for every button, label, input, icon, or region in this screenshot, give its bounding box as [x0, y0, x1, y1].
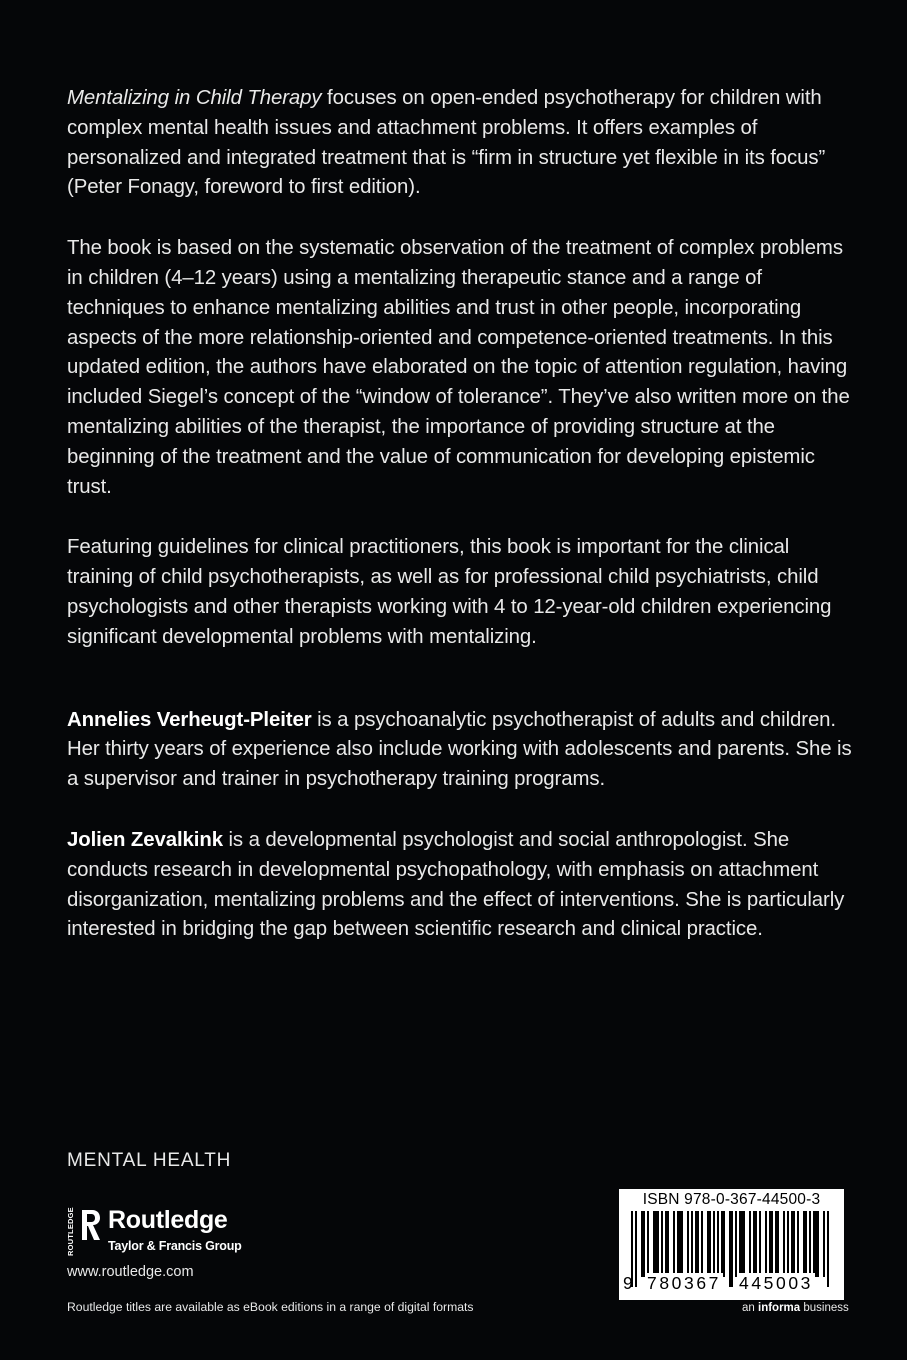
- ebook-note: Routledge titles are available as eBook editions in a range of digital formats: [67, 1300, 474, 1314]
- publisher-vertical-text: ROUTLEDGE: [66, 1207, 75, 1256]
- barcode-bar: [641, 1211, 643, 1277]
- description-paragraph-3: Featuring guidelines for clinical practitioners, this book is important for the clinical training of child psychotherapists, as well as for professional child psychiatrists, child psychologists and other therapists working with 4 to 12-year-old children experiencing significant developmental problems with mentalizing.: [67, 536, 832, 648]
- author-name: Jolien Zevalkink: [67, 828, 223, 851]
- description-paragraph-2: The book is based on the systematic observation of the treatment of complex problems in children (4–12 years) using a mentalizing therapeutic stance and a range of techniques to enhance mentalizing abilities and trust in other people, incorporating aspects of the more relationship-oriented and competence-oriented treatments. In this updated edition, the authors have elaborated on the topic of attention regulation, having included Siegel’s concept of the “window of tolerance”. They’ve also written more on the mentalizing abilities of the therapist, the importance of providing structure at the beginning of the treatment and the value of communication for developing epistemic trust.: [67, 237, 850, 498]
- barcode-bar: [713, 1211, 715, 1277]
- barcode-bar: [739, 1211, 741, 1277]
- barcode-bar: [741, 1211, 743, 1277]
- barcode-bar: [687, 1211, 689, 1277]
- barcode-bar: [723, 1211, 725, 1277]
- author-bio-1: [67, 706, 857, 795]
- barcode-left-group: 780367: [647, 1273, 721, 1293]
- barcode-bar: [803, 1211, 805, 1277]
- barcode-bar: [787, 1211, 789, 1277]
- barcode-bar: [753, 1211, 755, 1277]
- back-cover-copy: [67, 84, 857, 976]
- publisher-name: Routledge: [108, 1206, 228, 1234]
- barcode-bar: [783, 1211, 785, 1277]
- barcode-bar: [775, 1211, 777, 1277]
- informa-prefix: an: [742, 1302, 758, 1314]
- barcode-bar: [717, 1211, 719, 1277]
- barcode-bar: [643, 1211, 645, 1277]
- barcode-bar: [691, 1211, 693, 1277]
- book-title: Mentalizing in Child Therapy: [67, 87, 322, 109]
- informa-brand: informa: [758, 1302, 801, 1314]
- publisher-group: Taylor & Francis Group: [108, 1239, 242, 1253]
- routledge-r-icon: [80, 1208, 102, 1242]
- barcode-bar: [797, 1211, 799, 1277]
- barcode-bar: [681, 1211, 683, 1277]
- barcode-first-digit: 9: [623, 1273, 636, 1293]
- barcode-bar: [695, 1211, 697, 1277]
- barcode-digits: [619, 1273, 844, 1295]
- barcode-bar: [709, 1211, 711, 1277]
- barcode-bar: [813, 1211, 815, 1277]
- barcode-bar: [673, 1211, 675, 1277]
- barcode-bar: [759, 1211, 761, 1277]
- barcode-bar: [809, 1211, 811, 1277]
- barcode-bar: [755, 1211, 757, 1277]
- barcode-bar: [765, 1211, 767, 1277]
- barcode-bar: [771, 1211, 773, 1277]
- barcode-bar: [735, 1211, 737, 1277]
- barcode-bar: [677, 1211, 679, 1277]
- publisher-logo: [66, 1206, 296, 1260]
- barcode-bar: [793, 1211, 795, 1277]
- publisher-url: www.routledge.com: [67, 1264, 194, 1280]
- barcode-bar: [707, 1211, 709, 1277]
- barcode-bar: [697, 1211, 699, 1277]
- isbn-barcode: [619, 1189, 844, 1300]
- subject-category: MENTAL HEALTH: [67, 1150, 232, 1171]
- author-bio-text: is a psychoanalytic psychotherapist of adults and children. Her thirty years of experience also include working with adolescents and parents. She is a supervisor and trainer in psychotherapy training programs.: [67, 708, 852, 791]
- author-bio-2: [67, 826, 857, 945]
- barcode-bar: [661, 1211, 663, 1277]
- barcode-right-group: 445003: [739, 1273, 813, 1293]
- barcode-bar: [653, 1211, 655, 1277]
- description-paragraph-1: [67, 84, 857, 203]
- barcode-bar: [823, 1211, 825, 1277]
- barcode-bar: [769, 1211, 771, 1277]
- barcode-bar: [749, 1211, 751, 1277]
- barcode-bar: [805, 1211, 807, 1277]
- author-bio-text: is a developmental psychologist and social anthropologist. She conducts research in developmental psychopathology, with emphasis on attachment disorganization, mentalizing problems and the effect of interventions. She is particularly interested in bridging the gap between scientific research and clinical practice.: [67, 828, 845, 941]
- barcode-bar: [817, 1211, 819, 1277]
- barcode-bar: [667, 1211, 669, 1277]
- informa-suffix: business: [800, 1302, 849, 1314]
- barcode-bar: [657, 1211, 659, 1277]
- barcode-bar: [791, 1211, 793, 1277]
- barcode-bar: [647, 1211, 649, 1277]
- barcode-bar: [777, 1211, 779, 1277]
- barcode-bar: [815, 1211, 817, 1277]
- barcode-bar: [743, 1211, 745, 1277]
- author-name: Annelies Verheugt-Pleiter: [67, 708, 312, 731]
- description-text: focuses on open-ended psychotherapy for children with complex mental health issues and attachment problems. It offers examples of personalized and integrated treatment that is “firm in structure yet flexible in its focus” (Peter Fonagy, foreword to first edition).: [67, 87, 826, 199]
- barcode-bar: [655, 1211, 657, 1277]
- barcode-bar: [721, 1211, 723, 1277]
- barcode-bar: [701, 1211, 703, 1277]
- isbn-label: ISBN 978-0-367-44500-3: [642, 1191, 821, 1208]
- barcode-bar: [679, 1211, 681, 1277]
- informa-tagline: [742, 1302, 849, 1314]
- barcode-bar: [665, 1211, 667, 1277]
